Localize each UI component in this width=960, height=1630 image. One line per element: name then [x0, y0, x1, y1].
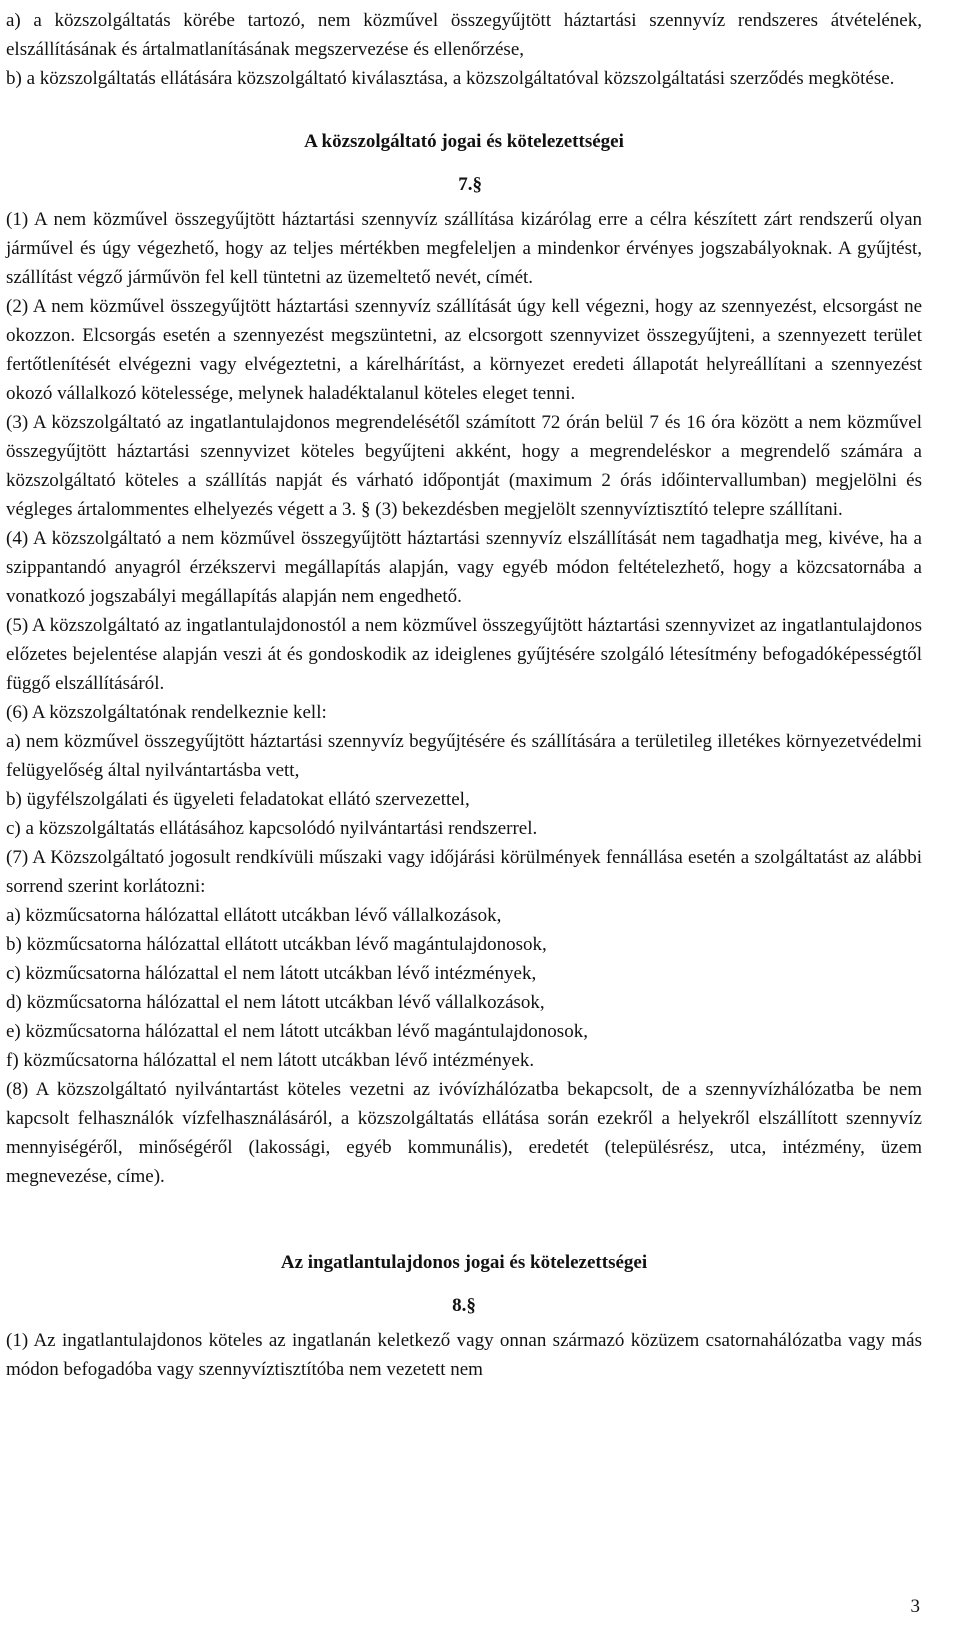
paragraph-7-1: (1) A nem közművel összegyűjtött háztartási szennyvíz szállítása kizárólag erre a célra készített zárt rendszerű olyan járművel és úgy végezhető, hogy az teljes mértékben megfeleljen a mindenkor érvényes jogszabályoknak. A gyűjtést, szállítást végző járművön fel kell tüntetni az üzemeltető nevét, címét. — [6, 209, 922, 288]
list-item-7-6-c: c) a közszolgáltatás ellátásához kapcsolódó nyilvántartási rendszerrel. — [6, 818, 538, 839]
paragraph-7-7: (7) A Közszolgáltató jogosult rendkívüli műszaki vagy időjárási körülmények fennállása esetén a szolgáltatást az alábbi sorrend szerint korlátozni: — [6, 847, 922, 897]
list-item-7-6-b: b) ügyfélszolgálati és ügyeleti feladatokat ellátó szervezettel, — [6, 789, 470, 810]
list-item-7-6-a: a) nem közművel összegyűjtött háztartási szennyvíz begyűjtésére és szállítására a területileg illetékes környezetvédelmi felügyelőség által nyilvántartásba vett, — [6, 731, 922, 781]
section-heading-8: Az ingatlantulajdonos jogai és kötelezettségei — [280, 1252, 648, 1273]
paragraph-7-4: (4) A közszolgáltató a nem közművel összegyűjtött háztartási szennyvíz elszállítását nem tagadhatja meg, kivéve, ha a szippantandó anyagról érzékszervi megállapítás alapján, vagy egyéb módon feltételezhető, hogy a közcsatornába a vonatkozó jogszabályi megállapítás alapján nem engedhető. — [6, 528, 922, 607]
paragraph-7-8: (8) A közszolgáltató nyilvántartást köteles vezetni az ivóvízhálózatba bekapcsolt, de a szennyvízhálózatba be nem kapcsolt felhasználók vízfelhasználásáról, a közszolgáltatás ellátása során ezekről a helyekről elszállított szennyvíz mennyiségéről, minőségéről (lakossági, egyéb kommunális), eredetét (településrész, utca, intézmény, üzem megnevezése, címe). — [6, 1079, 922, 1187]
list-item-7-7-f: f) közműcsatorna hálózattal el nem látott utcákban lévő intézmények. — [6, 1050, 535, 1071]
section-number-7: 7.§ — [458, 174, 482, 195]
document-page — [6, 6, 922, 1384]
paragraph-7-6: (6) A közszolgáltatónak rendelkeznie kell: — [6, 702, 327, 723]
paragraph-8-1: (1) Az ingatlantulajdonos köteles az ingatlanán keletkező vagy onnan származó közüzem csatornahálózatba vagy más módon befogadóba vagy szennyvíztisztítóba nem vezetett nem — [6, 1330, 922, 1380]
list-item-7-7-e: e) közműcsatorna hálózattal el nem látott utcákban lévő magántulajdonosok, — [6, 1021, 588, 1042]
intro-item-a: a) a közszolgáltatás körébe tartozó, nem közművel összegyűjtött háztartási szennyvíz rendszeres átvételének, elszállításának és ártalmatlanításának megszervezése és ellenőrzése, — [6, 10, 922, 60]
section-heading-7: A közszolgáltató jogai és kötelezettségei — [304, 131, 624, 152]
paragraph-7-3: (3) A közszolgáltató az ingatlantulajdonos megrendelésétől számított 72 órán belül 7 és 16 óra között a nem közművel összegyűjtött háztartási szennyvizet köteles begyűjteni akként, hogy a megrendeléskor a megrendelő számára a közszolgáltató köteles a szállítás napját és várható időpontját (maximum 2 órás időintervallumban) megjelölni és végleges ártalommentes elhelyezés végett a 3. § (3) bekezdésben megjelölt szennyvíztisztító telepre szállítani. — [6, 412, 922, 520]
section-number-8: 8.§ — [452, 1295, 476, 1316]
page-number: 3 — [910, 1596, 920, 1617]
list-item-7-7-d: d) közműcsatorna hálózattal el nem látott utcákban lévő vállalkozások, — [6, 992, 545, 1013]
list-item-7-7-a: a) közműcsatorna hálózattal ellátott utcákban lévő vállalkozások, — [6, 905, 502, 926]
list-item-7-7-c: c) közműcsatorna hálózattal el nem látott utcákban lévő intézmények, — [6, 963, 537, 984]
paragraph-7-2: (2) A nem közművel összegyűjtött háztartási szennyvíz szállítását úgy kell végezni, hogy az szennyezést, elcsorgást ne okozzon. Elcsorgás esetén a szennyezést megszüntetni, az elcsorgott szennyvizet összegyűjteni, a szennyezett terület fertőtlenítését elvégezni vagy elvégeztetni, a kárelhárítást, a környezet eredeti állapotát helyreállítani a szennyezést okozó vállalkozó kötelessége, melynek haladéktalanul köteles eleget tenni. — [6, 296, 922, 404]
paragraph-7-5: (5) A közszolgáltató az ingatlantulajdonostól a nem közművel összegyűjtött háztartási szennyvizet az ingatlantulajdonos előzetes bejelentése alapján veszi át és gondoskodik az ideiglenes gyűjtésére szolgáló létesítmény befogadóképességtől függő elszállításáról. — [6, 615, 922, 694]
list-item-7-7-b: b) közműcsatorna hálózattal ellátott utcákban lévő magántulajdonosok, — [6, 934, 547, 955]
intro-item-b: b) a közszolgáltatás ellátására közszolgáltató kiválasztása, a közszolgáltatóval közszolgáltatási szerződés megkötése. — [6, 68, 895, 89]
